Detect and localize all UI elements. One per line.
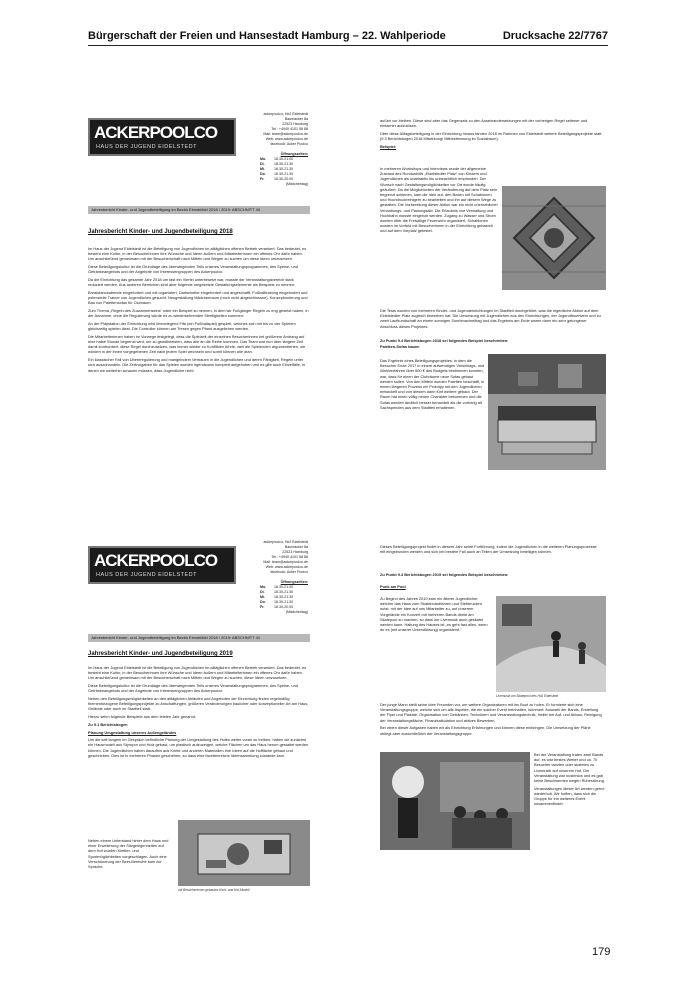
- point-text-2: Zu Beginn des Jahres 2019 kam ein älterer Jugendlicher, welcher das Haus zum Skateboardfahren und Stebbrucken nutzt, mit der Idee auf uns Mitarbeiter zu, auf unserem Vorgelände ein Konzert mit mehreren Bands direkt am Skatepool zu machen, so dass zur Livemusik auch geskatet werden kann. Haltung des Hauses ist „es geht fast alles, wenn du es (mit unserer Unterstützung) organisierst.“: [380, 596, 488, 633]
- opening-hours: Öffnungszeiten: Mo. 18.30-21.00 Di. 18.30-21.30 Mi. 18.30-21.30 Do. 18.30-21.30 Fr. 18.30-20.00 (Mädchentag): [260, 152, 308, 186]
- ackerpoolco-logo: [88, 118, 236, 156]
- left-column-2: Im Haus der Jugend Eidelstedt ist die Beteiligung von Jugendlichen im alltäglichen offenen Betrieb verankert. Das bedeutet, es besteht eine Kultur, in der Besucherinnen ihre Wünsche und Ideen äußern und Mitarbeiterinnen ein offenes Ohr dafür haben. Um anschließend gemeinsam mit der Besucherschaft nach Mitteln und Wegen zu suchen, diese Ideen umzusetzen. Diese Beteiligungskultur ist die Grundlage des überwiegenden Teils unseres Veranstaltungsprogrammes, des Speise- und Getränkeangebots und der Angebote von Interessengruppen des Ackerpoolco. Neben den Beteiligungsmöglichkeiten an den alltäglichen Abläufen und Angeboten der Einrichtung finden regelmäßig themenbezogene Beteiligungsprojekte zu Anschaffungen, größeren Veränderungen baulicher oder konzeptioneller Art am Haus, Gelände oder auch im Stadtteil statt. Hierzu seien folgende Beispiele aus dem letzten Jahr genannt: Zu 9.1 Berichtsbogen Planung Umgestaltung unseres Außengeländes Um die seit langem im Gespräch befindliche Planung der Umgestaltung des Hofes weiter voran zu treiben, haben wir zunächst ein Hausmodell aus Styropor und Holz gebaut, um plastisch aufzuzeigen, welche Flächen um das Haus herum gestaltet werden können. Die Jugendlichen haben daraufhin aus Knete und anderen Materialien ihre Ideen auf die Hoffläche gebaut und geschrieben. Dies ist in mehreren Phasen geschehen, so dass eine facettenreiche Ideensammlung zustande kam.: [88, 665, 309, 758]
- concert-photo: [380, 752, 530, 850]
- left-column: Im Haus der Jugend Eidelstedt ist die Beteiligung von Jugendlichen im alltäglichen offenen Betrieb verankert. Das bedeutet, es besteht eine Kultur, in der Besucherinnen ihre Wünsche und Ideen äußern und Mitarbeiterinnen ein offenes Ohr dafür haben. Um anschließend gemeinsam mit der Besucherschaft nach Mitteln und Wegen zu suchen um diese Ideen umzusetzen. Diese Beteiligungskultur ist die Grundlage des überwiegenden Teils unseres Veranstaltungsprogrammes, des Speise- und Getränkeangebots und der Angebote von Interessengruppen des Ackerpoolco. Da die Einrichtung das gesamte Jahr 2018 um fast ein Viertel unterbesetzt war, musste der Veranstaltungsbereich stark reduziert werden. Aus anderen Bereichen sind aber folgende umgesetzte Gestaltungselemente als Beispiele zu nennen: Breakdanceabende eingefordert und mit organisiert, Dartscheibe eingefordert und angeschafft, Fußballtraining eingefordert und potenzielle Trainer von Jugendlichen gesucht, Neugestaltung Mädchenraum (noch nicht abgeschlossen), Konzeptionierung und Bau von Palettensofas für Clubraum. Zum Thema „Regeln des Zusammenseins“ wäre ein Beispiel zu nennen, in dem wir Fußgänger Regeln zu eng gesetzt haben, in der Annahme, ohne die Regulierung würde es zu wiederkehrenden Streitigkeiten kommen: An der Playstation der Einrichtung wird überwiegend Fifa (ein Fußballspiel) gespielt, welches sich mit bis zu vier Spielern gleichzeitig spielen lässt. Die Controller können am Tresen gegen Pfand ausgeliehen werden. Die Mitarbeiterinnen haben im Vorwege festgelegt, dass die Spielzeit der einzelnen Besucherinnen bei größerem Andrang auf eine halbe Stunde begrenzt wird, um zu gewährleisten, dass alle an die Reihe kommen. Das Team war nun über längere Zeit damit konfrontiert, diese Regel durchzusetzen, was immer wieder zu Konflikten führte, weil die Spielenden argumentierten, sie würden in der ihnen vorgegebenen Zeit nach jedem Spiel wechseln und somit können alle dran. Ein klassischer Fall von Übereregulierung und mangelndem Vertrauen in die Jugendlichen und deren Fähigkeit, Regeln unter sich auszuhandeln. Die Zeitvorgaben für das Spielen wurden irgendwann komplett aufgehoben und es gibt auch Einzelfälle, in denen wir weiterhin schauen müssen, dass Jugendliche nicht: [88, 246, 309, 373]
- skatepool-image: [496, 596, 606, 692]
- skatepool-photo: [496, 596, 606, 692]
- document-header: [88, 30, 608, 46]
- logo-text: ACKERPOOLCO: [94, 123, 218, 142]
- platform-stencil-photo: [502, 186, 606, 290]
- hours-heading: Öffnungszeiten:: [280, 152, 308, 156]
- right-column-intro-2: Dieses Beteiligungsprojekt findet in diesem Jahr seine Fortführung, indem die Jugendlichen in die weiteren Planungsprozesse mit eingebunden werden und sich bei bestem Fall auch an Teilen der Umsetzung beteiligen können.: [380, 544, 597, 555]
- yard-model-photo: [178, 820, 310, 886]
- report-page-2018: [88, 112, 608, 492]
- yard-model-image: [178, 820, 310, 886]
- header-title: Bürgerschaft der Freien und Hansestadt Hamburg – 22. Wahlperiode: [88, 30, 446, 42]
- point-subheading-2: Punk am Pool: [380, 584, 406, 589]
- report-page-2019: [88, 540, 608, 920]
- header-drucksache: Drucksache 22/7767: [502, 30, 608, 42]
- section-band: Jahresbericht Kinder- und Jugendbeteiligung im Bezirk Eimsbüttel 2018 / 2019: ABSCHNITT 40: [88, 206, 310, 214]
- left-column-2b: Neben einem Unterstand hinter dem Haus und einer Erweiterung der Sitzgelegenheiten auf dem Hof wurden Klettter- und Sportmöglichkeiten vorgeschlagen. Auch eine Verschönerung der Beet-Bereiche kam zur Sprache.: [88, 838, 169, 870]
- pallet-sofa-image: [488, 354, 606, 470]
- yard-model-caption: mit Besucherinnen gebautes Knet- und Hof-Modell: [178, 888, 250, 892]
- example-text: In mehreren Workshops und Interviews wurde der allgemeine Zustand des Rondushöfs „Eidelstedter Platz“ von Kindern und Jugendlichen als unattraktiv bis unbeachtlich empfunden. Der Wunsch nach Gestaltungsmöglichkeiten vor Ort wurde häufig geäußert. Da die Möglichkeiten der Veränderung auf dem Platz sehr begrenzt schienen, kam die Idee auf, den Boden mit Schablonen und Hochdruckreinigern zu bearbeiten und ihn auf diesem Wege zu gestalten. Die Vorbereitung dieser Aktion war ein nicht unerheblicher Verwaltungs- und Planungsakt. Die Erlaubnis von Verwaltung und Hochbahn musste eingeholt werden, Zugang zu Wasser und Strom wurden über die Freiwillige Feuerwehr organisiert, Schablonen wurden im Vorfeld mit Besucherinnen in der Einrichtung gebastelt und auf dem Vorplatz getestet.: [380, 166, 498, 234]
- ackerpoolco-logo-2: [88, 546, 236, 584]
- point-heading: Zu Punkt 9.4 Berichtsbogen 2018 sei folgendes Beispiel beschrieben:: [380, 338, 509, 343]
- opening-hours-2: Öffnungszeiten: Mo. 18.30-21.00 Di. 18.30-21.30 Mi. 18.30-21.30 Do. 18.30-21.30 Fr. 18.30-20.00 (Mädchentag): [260, 580, 308, 614]
- address-block-2: ackerpoolco, HdJ Eidelstedt Baumacker 8a 22523 Hamburg Tel.: +4940 4101 58 88 Mail: team@ackerpoolco.de Web: www.ackerpoolco.de facebook: Acker Poolco: [263, 540, 308, 574]
- skatepool-caption: Livemusik am Skatepool des HdJ Eidelstedt: [496, 694, 559, 698]
- section-title: Jahresbericht Kinder- und Jugendbeteiligung 2018: [88, 229, 233, 235]
- address-block: ackerpoolco, HdJ Eidelstedt Baumacker 8a 22523 Hamburg Tel.: +4940 4101 58 88 Mail: team@ackerpoolco.de Web: www.ackerpoolco.de facebook: Acker Poolco: [263, 112, 308, 146]
- point-text-3: Der junge Mann stellt seine Idee Freunden vor, um weitere Organisatoren mit ins Boot zu holen. Er formierte sich eine Veranstaltungsgruppe, welche sich um alle Aspekte, die ein solcher Event beinhalten, kümmert: Auswahl der Bands, Erstellung der Flyer und Plakate, Organisation von Getränken, Technikern und Veranstaltungstechnik, Helfer bei Auf- und Abbau, Reinigung der Veranstaltungsfläche, Finanzkalkulation und aktives Bewerben. Bei vielen dieser Aufgaben haben wir als Einrichtung Erfahrungen und können diese einbringen. Die Umsetzung der Pläne obliegt aber ausschließlich der Veranstaltungsgruppe.: [380, 702, 602, 736]
- logo-tagline: HAUS DER JUGEND EIDELSTEDT: [96, 144, 198, 150]
- point-heading-2: Zu Punkt 9.4 Berichtsbogen 2019 sei folgendes Beispiel beschrieben:: [380, 572, 509, 577]
- pallet-sofa-photo: [488, 354, 606, 470]
- page-number: 179: [592, 946, 611, 958]
- logo-text: ACKERPOOLCO: [94, 551, 218, 570]
- section-title-2: Jahresbericht Kinder- und Jugendbeteiligung 2019: [88, 651, 233, 657]
- point-text: Das Ergebnis eines Beteiligungsprojektes, in dem die Besucher Ende 2017 in einem aufwendigen Vorschlags- und Wahlverfahren über 600 € des Budgets bestimmen konnten, war, dass für einen der Clubräume neue Sofas gebaut werden sollen. Von den Mitteln wurden Paletten beschafft, in einem längeren Prozess ein Prototyp mit den Jugendlichen entwickelt und von diesem dann fünf weitere gebaut. Der Raum hat einen völlig neuen Charakter bekommen und die Sofas werden deutlich besser behandelt als die vorherig alt Sachspenden aus dem Stadtteil erhaltenen.: [380, 358, 485, 410]
- stencil-pattern-image: [502, 186, 606, 290]
- example-text-2: Die Tests wurden von mehreren Kinder- und Jugendeinrichtungen im Stadtteil durchgeführt, was die eigentliche Aktion auf dem Eidelstedter Platz zugleich bewerben hat. Die Umsetzung mit Jugendlichen aus den Einrichtungen, der Jugendfeuerwehr und zu zweit Laufkundschaft an einem sonnigen Sonnenachmittag und das Ergebnis am Ende waren dann ein sehr gelungener Abschluss dieses Projektes.: [380, 308, 601, 329]
- section-band-2: Jahresbericht Kinder- und Jugendbeteiligung im Bezirk Eimsbüttel 2018 / 2019: ABSCHNITT 41: [88, 634, 310, 642]
- end-text: Bei der Veranstaltung traten zwei Bands auf, es war bestes Wetter und ca. 70 Besucher tanzten oder skateten zu Livemusik auf unserem Hof. Die Veranstaltung war kostenlos und es gab keine Beschwerden wegen Ruhestörung. Veranstaltungen dieser Art werden gerne wiederholt. Wir hoffen, dass sich die Gruppe für ein weiteres Event zusammenfindet.: [534, 752, 605, 807]
- logo-tagline: HAUS DER JUGEND EIDELSTEDT: [96, 572, 198, 578]
- concert-image: [380, 752, 530, 850]
- point-subheading: Paletten-Sofas bauen: [380, 344, 420, 349]
- header-rule: [88, 45, 608, 46]
- right-column-intro: außen vor bleiben. Diese sind aber das Gegensatz zu den Auseinandersetzungen mit der vorherigen Regel seltener und einfacher aufzulösen. Über diese Alltagsbeteiligung in der Einrichtung hinaus fanden 2018 im Rahmen von Eidelstedt weitere Beteiligungsprojekte statt (9.3 Berichtsbogen 2018 Mitwirkung/ Mitbestimmung im Sozialraum). Beispiel:: [380, 118, 602, 149]
